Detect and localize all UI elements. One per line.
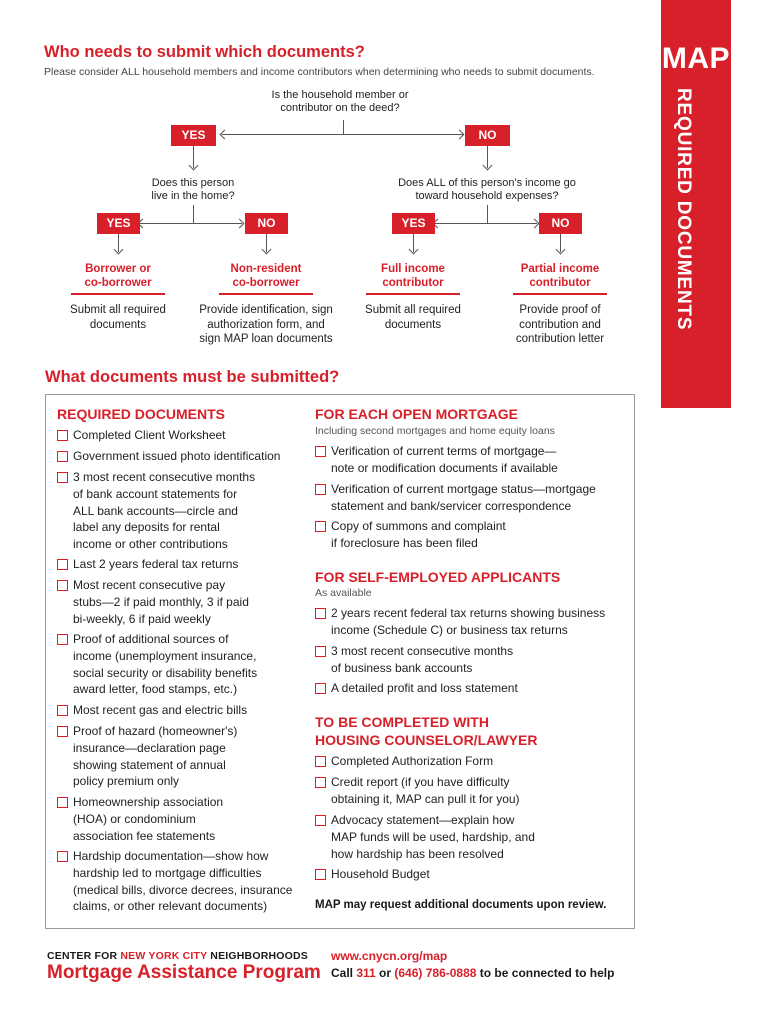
required-heading: REQUIRED DOCUMENTS — [57, 406, 226, 422]
additional-note: MAP may request additional documents upon review. — [315, 899, 607, 911]
yes-pill-income: YES — [392, 213, 435, 234]
connector — [487, 205, 488, 223]
yes-pill-deed: YES — [171, 125, 216, 146]
program-name: Mortgage Assistance Program — [47, 962, 321, 983]
no-pill-deed: NO — [465, 125, 510, 146]
checklist-item[interactable]: Proof of additional sources of income (unemployment insurance, social security or disability benefits award letter, food stamps, etc.) — [57, 631, 257, 698]
side-band — [661, 0, 731, 408]
action-full-income: Submit all required documents — [365, 304, 461, 331]
arrow-down-icon — [483, 161, 493, 171]
checkbox[interactable] — [315, 446, 326, 457]
map-logo: MAP — [661, 42, 731, 75]
checklist-item[interactable]: Completed Authorization Form — [315, 753, 493, 770]
no-pill-income: NO — [539, 213, 582, 234]
checklist-item[interactable]: Last 2 years federal tax returns — [57, 556, 238, 573]
checklist-item[interactable]: Verification of current mortgage status—mortgage statement and bank/servicer correspondence — [315, 481, 596, 515]
connector — [140, 223, 242, 224]
checkbox[interactable] — [315, 815, 326, 826]
category-partial-income: Partial income contributor — [520, 263, 600, 289]
checklist-item[interactable]: Proof of hazard (homeowner's) insurance—declaration page showing statement of annual policy premium only — [57, 723, 237, 790]
checklist-item[interactable]: Completed Client Worksheet — [57, 427, 226, 444]
checkbox[interactable] — [315, 777, 326, 788]
category-full-income: Full income contributor — [381, 263, 445, 289]
checkbox[interactable] — [57, 797, 68, 808]
self-employed-subtitle: As available — [315, 587, 372, 599]
section-title-who: Who needs to submit which documents? — [44, 43, 365, 61]
checkbox[interactable] — [315, 646, 326, 657]
arrow-down-icon — [189, 161, 199, 171]
arrow-left-icon — [220, 130, 230, 140]
checklist-item[interactable]: A detailed profit and loss statement — [315, 680, 518, 697]
no-pill-home: NO — [245, 213, 288, 234]
checkbox[interactable] — [315, 756, 326, 767]
checklist-item[interactable]: Copy of summons and complaint if foreclosure has been filed — [315, 518, 506, 552]
vertical-title: REQUIRED DOCUMENTS — [673, 88, 694, 331]
divider — [219, 293, 313, 295]
connector — [435, 223, 537, 224]
yes-pill-home: YES — [97, 213, 140, 234]
checklist-item[interactable]: 2 years recent federal tax returns showing business income (Schedule C) or business tax returns — [315, 605, 605, 639]
category-borrower: Borrower or co-borrower — [84, 263, 152, 289]
checkbox[interactable] — [57, 705, 68, 716]
divider — [71, 293, 165, 295]
question-home: Does this person live in the home? — [151, 177, 235, 202]
mortgage-heading: FOR EACH OPEN MORTGAGE — [315, 406, 519, 422]
arrow-down-icon — [114, 245, 124, 255]
action-borrower: Submit all required documents — [70, 304, 166, 331]
phone-311[interactable]: 311 — [356, 966, 376, 980]
checkbox[interactable] — [57, 726, 68, 737]
arrow-right-icon — [530, 219, 540, 229]
connector — [193, 205, 194, 223]
checklist-item[interactable]: Advocacy statement—explain how MAP funds will be used, hardship, and how hardship has been resolved — [315, 812, 535, 862]
org-name: CENTER FOR NEW YORK CITY NEIGHBORHOODS — [47, 950, 308, 962]
phone-number[interactable]: (646) 786-0888 — [394, 966, 477, 980]
checkbox[interactable] — [57, 559, 68, 570]
connector — [222, 134, 464, 135]
checkbox[interactable] — [57, 580, 68, 591]
checkbox[interactable] — [57, 472, 68, 483]
checklist-item[interactable]: Hardship documentation—show how hardship led to mortgage difficulties (medical bills, divorce decrees, insurance claims, or other relevant documents) — [57, 848, 292, 915]
arrow-down-icon — [556, 245, 566, 255]
checkbox[interactable] — [57, 634, 68, 645]
action-nonresident: Provide identification, sign authorization form, and sign MAP loan documents — [199, 304, 333, 345]
divider — [366, 293, 460, 295]
checklist-item[interactable]: Government issued photo identification — [57, 448, 280, 465]
checklist-item[interactable]: Most recent gas and electric bills — [57, 702, 247, 719]
category-nonresident: Non-resident co-borrower — [230, 263, 302, 289]
checklist-item[interactable]: Household Budget — [315, 866, 430, 883]
checklist-item[interactable]: Homeownership association (HOA) or condominium association fee statements — [57, 794, 223, 844]
checkbox[interactable] — [315, 484, 326, 495]
self-employed-heading: FOR SELF-EMPLOYED APPLICANTS — [315, 569, 561, 585]
website-link[interactable]: www.cnycn.org/map — [331, 949, 448, 963]
question-deed: Is the household member or contributor on the deed? — [271, 89, 409, 114]
connector — [343, 120, 344, 134]
arrow-down-icon — [409, 245, 419, 255]
checklist-item[interactable]: 3 most recent consecutive months of business bank accounts — [315, 643, 513, 677]
checklist-item[interactable]: Verification of current terms of mortgage— note or modification documents if available — [315, 443, 558, 477]
divider — [513, 293, 607, 295]
call-info: Call 311 or (646) 786-0888 to be connected to help — [331, 966, 615, 980]
checkbox[interactable] — [315, 608, 326, 619]
checklist-item[interactable]: Most recent consecutive pay stubs—2 if paid monthly, 3 if paid bi-weekly, 6 if paid weekly — [57, 577, 249, 627]
action-partial-income: Provide proof of contribution and contribution letter — [515, 304, 605, 345]
checkbox[interactable] — [315, 521, 326, 532]
counselor-heading: TO BE COMPLETED WITH HOUSING COUNSELOR/LAWYER — [315, 714, 538, 748]
section-title-what: What documents must be submitted? — [45, 368, 340, 386]
checkbox[interactable] — [315, 869, 326, 880]
checklist-item[interactable]: 3 most recent consecutive months of bank account statements for ALL bank accounts—circle and label any deposits for rental income or other contributions — [57, 469, 255, 553]
arrow-right-icon — [455, 130, 465, 140]
checkbox[interactable] — [315, 683, 326, 694]
checkbox[interactable] — [57, 430, 68, 441]
arrow-right-icon — [235, 219, 245, 229]
checkbox[interactable] — [57, 851, 68, 862]
arrow-down-icon — [262, 245, 272, 255]
mortgage-subtitle: Including second mortgages and home equity loans — [315, 425, 555, 437]
checklist-item[interactable]: Credit report (if you have difficulty obtaining it, MAP can pull it for you) — [315, 774, 520, 808]
checkbox[interactable] — [57, 451, 68, 462]
section-subtitle: Please consider ALL household members and income contributors when determining who needs to submit documents. — [44, 66, 595, 78]
question-income: Does ALL of this person's income go toward household expenses? — [398, 177, 576, 202]
